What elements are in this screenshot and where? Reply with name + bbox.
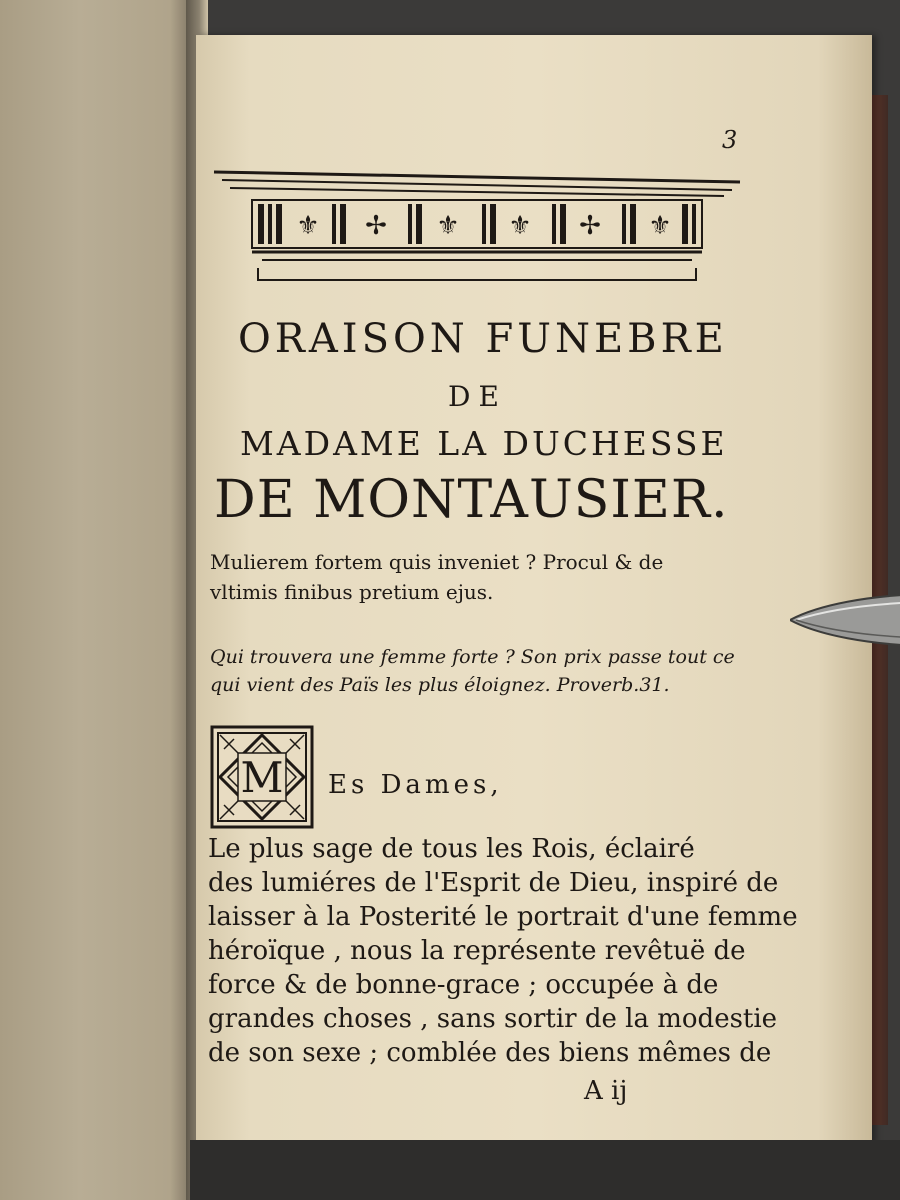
svg-text:⚜: ⚜ bbox=[508, 211, 532, 241]
left-page bbox=[0, 0, 200, 1200]
body-text-line: grandes choses , sans sortir de la modestie bbox=[208, 1004, 778, 1034]
signature-mark: A ij bbox=[584, 1076, 628, 1106]
title-line-3: MADAME LA DUCHESSE bbox=[240, 424, 728, 463]
body-text-line: héroïque , nous la représente revêtuë de bbox=[208, 936, 746, 966]
epigraph-latin-line: Mulierem fortem quis inveniet ? Procul & de bbox=[210, 550, 664, 574]
title-line-4: DE MONTAUSIER. bbox=[214, 470, 729, 530]
svg-text:⚜: ⚜ bbox=[436, 211, 460, 241]
body-text-line: de son sexe ; comblée des biens mêmes de bbox=[208, 1038, 772, 1068]
drop-cap-letter: M bbox=[240, 753, 284, 802]
headpiece-ornament-icon bbox=[212, 160, 742, 290]
svg-text:⚜: ⚜ bbox=[296, 211, 320, 241]
bookmark-icon bbox=[790, 592, 900, 648]
page-number: 3 bbox=[722, 126, 738, 154]
body-text-line: laisser à la Posterité le portrait d'une femme bbox=[208, 902, 798, 932]
svg-text:✢: ✢ bbox=[365, 211, 387, 241]
salutation: Es Dames, bbox=[328, 770, 503, 800]
body-text-line: Le plus sage de tous les Rois, éclairé bbox=[208, 834, 695, 864]
body-text-line: force & de bonne-grace ; occupée à de bbox=[208, 970, 719, 1000]
epigraph-latin-line: vltimis finibus pretium ejus. bbox=[210, 580, 494, 604]
svg-text:⚜: ⚜ bbox=[648, 211, 672, 241]
svg-text:✢: ✢ bbox=[579, 211, 601, 241]
table-surface bbox=[190, 1140, 900, 1200]
title-line-1: ORAISON FUNEBRE bbox=[238, 316, 728, 362]
epigraph-french-line: qui vient des Païs les plus éloignez. Proverb.31. bbox=[210, 674, 670, 696]
body-text-line: des lumiéres de l'Esprit de Dieu, inspiré de bbox=[208, 868, 779, 898]
title-line-2: DE bbox=[448, 380, 507, 413]
epigraph-french-line: Qui trouvera une femme forte ? Son prix passe tout ce bbox=[210, 646, 735, 668]
